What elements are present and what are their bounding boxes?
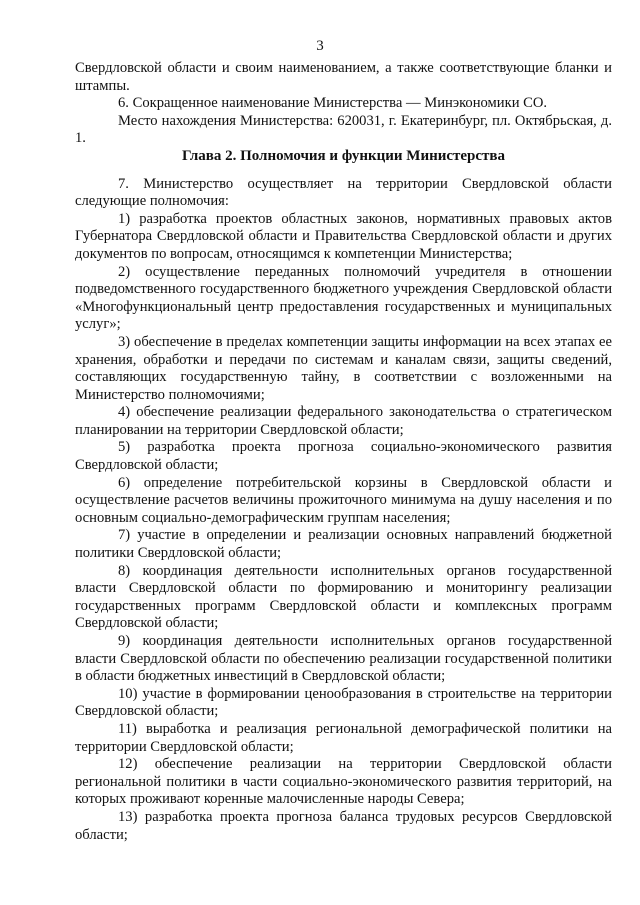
- list-item: 9) координация деятельности исполнительных органов государственной власти Свердловской области по обеспечению реализации государственной политики в области бюджетных инвестиций в Свердловской области;: [75, 633, 612, 685]
- list-item: 1) разработка проектов областных законов, нормативных правовых актов Губернатора Свердловской области и Правительства Свердловской области и других документов по вопросам, относящимся к компетенции Министерства;: [75, 210, 612, 262]
- list-item: 12) обеспечение реализации на территории Свердловской области региональной политики в части социально-экономического развития территорий, на которых проживают коренные малочисленные народы Севера;: [75, 756, 612, 808]
- list-item: 8) координация деятельности исполнительных органов государственной власти Свердловской области по формированию и мониторингу реализации государственных программ Свердловской области и комплексных программ Свердловской области;: [75, 562, 612, 632]
- paragraph-location: Место нахождения Министерства: 620031, г. Екатеринбург, пл. Октябрьская, д. 1.: [75, 112, 612, 147]
- chapter-heading: Глава 2. Полномочия и функции Министерства: [181, 147, 506, 164]
- list-item: 3) обеспечение в пределах компетенции защиты информации на всех этапах ее хранения, обработки и передачи по системам и каналам связи, защиты сведений, составляющих государственную тайну, в соответствии с возложенными на Министерство полномочиями;: [75, 333, 612, 403]
- paragraph-continuation: Свердловской области и своим наименованием, а также соответствующие бланки и штампы.: [75, 60, 612, 94]
- page-number: 3: [316, 38, 324, 54]
- list-item: 6) определение потребительской корзины в Свердловской области и осуществление расчетов величины прожиточного минимума на душу населения и по основным социально-демографическим группам населения;: [75, 474, 612, 526]
- list-item: 2) осуществление переданных полномочий учредителя в отношении подведомственного государственного бюджетного учреждения Свердловской области «Многофункциональный центр предоставления государственных и муниципальных услуг»;: [75, 263, 612, 333]
- list-item: 11) выработка и реализация региональной демографической политики на территории Свердловской области;: [75, 720, 612, 755]
- paragraph-intro: 7. Министерство осуществляет на территории Свердловской области следующие полномочия:: [75, 175, 612, 210]
- list-item: 13) разработка проекта прогноза баланса трудовых ресурсов Свердловской области;: [75, 808, 612, 843]
- list-item: 4) обеспечение реализации федерального законодательства о стратегическом планировании на территории Свердловской области;: [75, 404, 612, 438]
- list-item: 10) участие в формировании ценообразования в строительстве на территории Свердловской области;: [75, 685, 612, 720]
- list-item: 7) участие в определении и реализации основных направлений бюджетной политики Свердловской области;: [75, 527, 612, 562]
- list-item: 5) разработка проекта прогноза социально-экономического развития Свердловской области;: [75, 439, 612, 474]
- paragraph-short-name: 6. Сокращенное наименование Министерства — Минэкономики СО.: [118, 95, 548, 112]
- document-body: [75, 60, 612, 844]
